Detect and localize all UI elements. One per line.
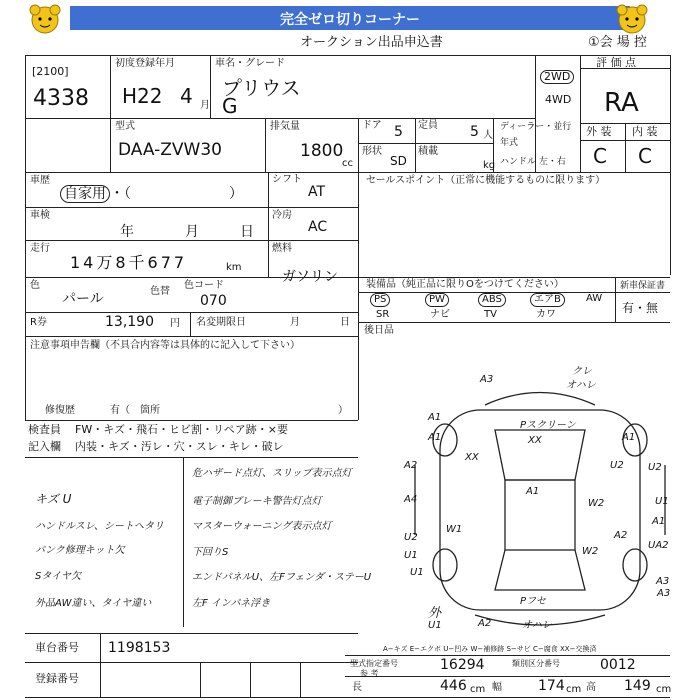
diagram-mark: UA2 [648, 540, 669, 551]
inspection-month: 月 [185, 224, 199, 240]
venue-copy-label: ①会 場 控 [588, 35, 647, 50]
registration-year: H22 [122, 84, 163, 108]
height-unit: cm [656, 684, 672, 695]
registration-label: 初度登録年月 [115, 58, 175, 69]
color-code-label: 色コード [184, 280, 224, 291]
note-left-4: Sタイヤ欠 [35, 571, 82, 582]
reference-label: 参 考 [360, 669, 379, 678]
diagram-mark: A1 [428, 412, 442, 423]
drive-4wd: 4WD [545, 93, 572, 106]
diagram-mark: 外 [428, 606, 442, 621]
equip-ps: PS [370, 293, 390, 307]
diagram-mark: W2 [582, 546, 599, 557]
diagram-mark: A3 [480, 374, 494, 385]
model-label: 型式 [115, 121, 135, 132]
tax-label: 名変期限日 [196, 317, 246, 328]
inspector-check-row: FW・キズ・飛石・ヒビ割・リペア跡・×要 [75, 423, 288, 436]
diagram-mark: U2 [404, 532, 418, 543]
usage-label: 車歴 [30, 175, 50, 186]
score-value: RA [604, 88, 639, 118]
height-label: 高 [586, 682, 596, 693]
class-number-value: 0012 [600, 657, 636, 673]
bear-mascot-icon [612, 2, 652, 38]
later-items-label: 後日品 [364, 325, 394, 336]
bear-mascot-icon [25, 2, 65, 38]
diagram-mark: W2 [588, 498, 605, 509]
diagram-mark: A2 [404, 460, 418, 471]
width-label: 幅 [492, 682, 502, 693]
doors-value: 5 [394, 124, 403, 140]
banner-title: 完全ゼロ切りコーナー [280, 12, 420, 28]
note-left-2: ハンドルスレ、シートヘタリ [35, 521, 164, 532]
note-right-2: 電子制御ブレーキ警告灯点灯 [192, 496, 322, 507]
color-label: 色 [30, 280, 40, 291]
note-right-5: エンドパネルU、左Fフェンダ・ステーU [192, 572, 372, 583]
width-unit: cm [566, 684, 582, 695]
model-designation-label: 型式指定番号 [350, 659, 398, 668]
usage-value: 自家用 ・（ ） [60, 183, 243, 203]
shape-label: 形状 [362, 146, 382, 157]
inspection-label: 車検 [30, 210, 50, 221]
shape-value: SD [390, 154, 407, 168]
diagram-mark: A2 [478, 618, 492, 629]
note-left-1: キズ U [35, 492, 72, 506]
banner [0, 0, 700, 38]
note-right-4: 下回りS [192, 547, 229, 558]
chassis-number: 1198153 [108, 640, 171, 656]
new-car-warranty-label: 新車保証書 [620, 281, 666, 291]
diagram-mark: A3 [656, 576, 670, 587]
registration-number-label: 登録番号 [35, 672, 79, 685]
fuel-value: ガソリン [282, 269, 338, 285]
aircon-label: 冷房 [272, 210, 292, 221]
engine-unit: cc [342, 158, 353, 169]
equip-pw: PW [425, 293, 449, 307]
recycle-value: 13,190 [105, 314, 154, 330]
color-code-value: 070 [200, 293, 227, 309]
tax-day: 日 [340, 317, 350, 328]
equip-tv: TV [484, 309, 497, 320]
equip-airbag: エアB [530, 293, 565, 307]
diagram-mark: クレ [572, 366, 592, 377]
diagram-mark: XX [465, 452, 479, 463]
tax-month: 月 [290, 317, 300, 328]
note-right-1: 危ハザード点灯、スリップ表示点灯 [192, 468, 352, 479]
model-value: DAA-ZVW30 [118, 140, 223, 160]
class-number-label: 類別区分番号 [512, 659, 560, 668]
diagram-mark: A4 [404, 494, 418, 505]
chassis-label: 車台番号 [35, 641, 79, 654]
recycle-label: R券 [30, 317, 47, 328]
equipment-label: 装備品（純正品に限りOをつけてください） [366, 279, 564, 290]
interior-check-row: 内装・キズ・汚レ・穴・スレ・キレ・破レ [75, 440, 284, 453]
registration-month: 4 [180, 84, 193, 108]
note-right-6: 左F インパネ浮き [192, 598, 271, 609]
repair-end: ） [338, 405, 348, 416]
note-left-3: パンク修理キット欠 [35, 545, 125, 556]
diagram-mark: U2 [610, 460, 624, 471]
mileage-label: 走行 [30, 243, 50, 254]
car-grade: G [222, 94, 238, 118]
handle-label: ハンドル 左・右 [500, 157, 566, 167]
model-designation-value: 16294 [440, 657, 485, 673]
note-left-5: 外品AW違い、タイヤ違い [35, 598, 152, 609]
diagram-mark: A1 [622, 432, 636, 443]
height-value: 149 [624, 678, 651, 694]
diagram-mark: オハレ [566, 380, 596, 391]
diagram-mark: U1 [404, 550, 418, 561]
notes-label: 注意事項申告欄（不具合内容等は具体的に記入して下さい） [30, 340, 300, 351]
capacity-value: 5 [470, 124, 479, 140]
shift-label: シフト [272, 174, 302, 185]
diagram-mark: オハレ [522, 620, 552, 631]
registration-month-unit: 月 [200, 100, 210, 111]
lot-code: [2100] [32, 65, 69, 78]
diagram-mark: U1 [410, 567, 424, 578]
interior-grade: C [638, 144, 652, 168]
color-change-label: 色替 [150, 286, 170, 297]
length-unit: cm [470, 684, 486, 695]
inspection-year: 年 [120, 224, 134, 240]
diagram-mark: XX [528, 435, 542, 446]
damage-legend: A−キズ E−エクボ U−凹み W−補修跡 S−サビ C−腐食 XX−交換済 [383, 645, 597, 653]
capacity-label: 定員 [418, 120, 438, 131]
form-subtitle: オークション出品申込書 [300, 35, 443, 50]
shift-value: AT [308, 184, 326, 200]
lot-number: 4338 [33, 86, 89, 111]
load-label: 積載 [418, 146, 438, 157]
diagram-mark: A2 [614, 530, 628, 541]
diagram-mark: A1 [526, 486, 540, 497]
doors-label: ドア [362, 120, 382, 131]
repair-value: 有（ 箇所 [110, 405, 160, 416]
car-name: プリウス [222, 76, 301, 100]
equip-aw: AW [586, 293, 603, 304]
diagram-mark: A1 [652, 516, 666, 527]
new-car-warranty-value: 有・無 [622, 301, 659, 315]
diagram-mark: A3 [657, 588, 671, 599]
length-value: 446 [440, 678, 467, 694]
inspection-day: 日 [240, 224, 254, 240]
interior-label: 内 装 [632, 125, 658, 138]
mileage-unit: km [226, 262, 242, 273]
diagram-mark: U2 [648, 462, 662, 473]
score-label: 評 価 点 [596, 56, 636, 69]
color-value: パール [62, 291, 104, 307]
inspector-label: 検査員 [28, 423, 61, 436]
capacity-unit: 人 [483, 130, 493, 141]
year-label: 年式 [500, 138, 519, 148]
drive-2wd: 2WD [540, 70, 574, 84]
recycle-unit: 円 [170, 318, 180, 329]
car-name-label: 車名・グレード [215, 58, 285, 69]
fuel-label: 燃料 [272, 243, 292, 254]
diagram-mark: W1 [446, 524, 463, 535]
sales-point-label: セールスポイント（正常に機能するものに限ります） [366, 175, 606, 186]
diagram-mark: U1 [655, 496, 669, 507]
dealer-label: ディーラー・並行 [500, 122, 572, 132]
length-label: 長 [352, 682, 362, 693]
engine-value: 1800 [300, 141, 344, 161]
repair-label: 修復歴 [45, 405, 75, 416]
mileage-value: 14万8千677 [70, 253, 188, 272]
diagram-mark: Pフセ [520, 596, 546, 607]
note-right-3: マスターウォーニング表示点灯 [192, 521, 332, 532]
aircon-value: AC [308, 219, 328, 235]
exterior-label: 外 装 [586, 125, 612, 138]
equip-sr: SR [376, 309, 390, 320]
equip-leather: カワ [536, 309, 556, 320]
load-unit: kg [483, 160, 496, 171]
diagram-mark: Pスクリーン [520, 420, 576, 431]
equip-navi: ナビ [430, 309, 450, 320]
engine-label: 排気量 [270, 121, 300, 132]
entry-label: 記入欄 [28, 440, 61, 453]
diagram-mark: U1 [428, 620, 442, 631]
exterior-grade: C [593, 144, 607, 168]
width-value: 174 [538, 678, 565, 694]
equip-abs: ABS [478, 293, 506, 307]
diagram-mark: A1 [428, 432, 442, 443]
